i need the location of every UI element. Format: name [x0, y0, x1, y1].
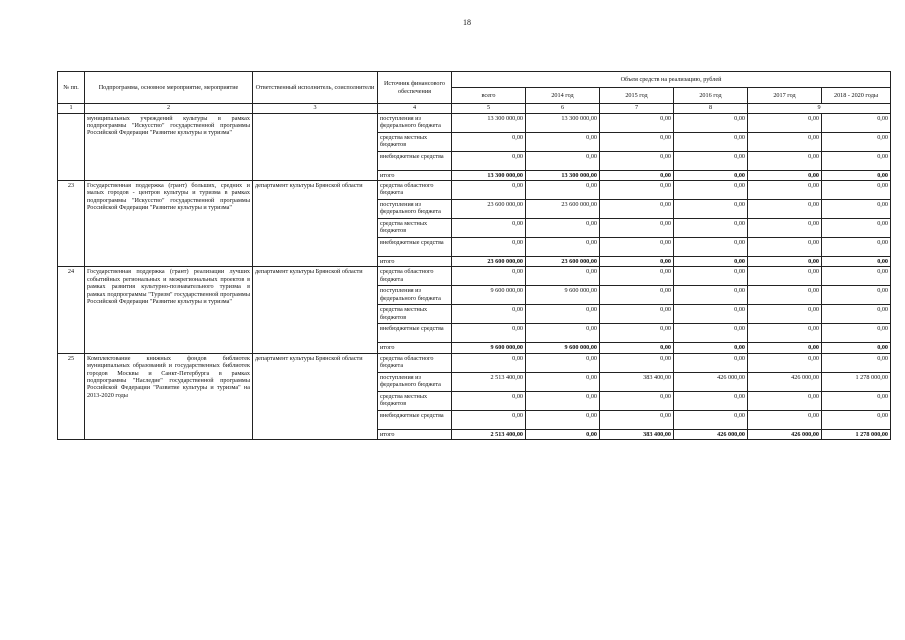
cell-amount: 0,00 — [452, 353, 526, 372]
cell-amount: 0,00 — [526, 391, 600, 410]
cell-amount: 0,00 — [674, 410, 748, 429]
cell-amount: 0,00 — [822, 180, 891, 199]
cell-num: 25 — [58, 353, 85, 439]
cell-amount: 0,00 — [526, 267, 600, 286]
cell-amount: 0,00 — [600, 267, 674, 286]
cell-source: поступления из федерального бюджета — [378, 372, 452, 391]
cell-source: средства областного бюджета — [378, 180, 452, 199]
cell-source: средства местных бюджетов — [378, 218, 452, 237]
cell-amount: 0,00 — [674, 324, 748, 343]
cell-amount: 9 600 000,00 — [526, 343, 600, 353]
header-total: всего — [452, 88, 526, 104]
cell-amount: 0,00 — [452, 391, 526, 410]
cell-amount: 1 278 000,00 — [822, 372, 891, 391]
cell-num — [58, 113, 85, 180]
cell-amount: 0,00 — [822, 305, 891, 324]
cell-amount: 0,00 — [452, 180, 526, 199]
cell-amount: 0,00 — [748, 180, 822, 199]
cell-amount: 0,00 — [674, 132, 748, 151]
cell-amount: 9 600 000,00 — [452, 343, 526, 353]
cell-amount: 13 300 000,00 — [452, 113, 526, 132]
cell-amount: 0,00 — [600, 286, 674, 305]
cell-amount: 23 600 000,00 — [526, 256, 600, 266]
cell-amount: 0,00 — [526, 429, 600, 439]
cell-executor — [253, 113, 378, 180]
cell-amount: 2 513 400,00 — [452, 429, 526, 439]
cell-amount: 0,00 — [748, 170, 822, 180]
cell-amount: 0,00 — [526, 151, 600, 170]
cell-amount: 0,00 — [452, 324, 526, 343]
cell-amount: 0,00 — [600, 170, 674, 180]
header-source: Источник финансового обеспечения — [378, 72, 452, 104]
cell-amount: 0,00 — [600, 113, 674, 132]
cell-amount: 0,00 — [822, 218, 891, 237]
cell-source: итого — [378, 170, 452, 180]
cell-source: поступления из федерального бюджета — [378, 199, 452, 218]
cell-amount: 0,00 — [452, 267, 526, 286]
cell-amount: 0,00 — [600, 151, 674, 170]
cell-program: муниципальных учреждений культуры в рамках подпрограммы "Искусство" государственной программы Российской Федерации "Развитие культуры и туризма" — [85, 113, 253, 180]
cell-executor: департамент культуры Брянской области — [253, 180, 378, 266]
cell-amount: 0,00 — [526, 324, 600, 343]
cell-amount: 13 300 000,00 — [452, 170, 526, 180]
cell-amount: 0,00 — [674, 151, 748, 170]
cell-amount: 13 300 000,00 — [526, 170, 600, 180]
cell-amount: 0,00 — [674, 237, 748, 256]
cell-amount: 0,00 — [748, 151, 822, 170]
cell-amount: 0,00 — [452, 410, 526, 429]
cell-amount: 0,00 — [822, 170, 891, 180]
cell-amount: 0,00 — [600, 132, 674, 151]
header-program: Подпрограмма, основное мероприятие, мероприятие — [85, 72, 253, 104]
header-2015: 2015 год — [600, 88, 674, 104]
cell-amount: 0,00 — [452, 151, 526, 170]
cell-amount: 0,00 — [526, 410, 600, 429]
cell-amount: 0,00 — [526, 237, 600, 256]
cell-amount: 426 000,00 — [748, 372, 822, 391]
cell-source: средства местных бюджетов — [378, 391, 452, 410]
cell-amount: 0,00 — [674, 113, 748, 132]
cell-num: 24 — [58, 267, 85, 353]
cell-amount: 0,00 — [600, 180, 674, 199]
cell-amount: 0,00 — [748, 391, 822, 410]
table-row — [58, 180, 891, 199]
cell-amount: 0,00 — [748, 286, 822, 305]
cell-program: Комплектование книжных фондов библиотек муниципальных образований и государственных библиотек городов Москвы и Санкт-Петербурга в рамках подпрограммы "Наследие" государственной программы Российской Федерации "Развитие культуры и туризма" на 2013-2020 годы — [85, 353, 253, 439]
cell-amount: 0,00 — [674, 391, 748, 410]
column-number-cell: 1 — [58, 104, 85, 114]
header-2014: 2014 год — [526, 88, 600, 104]
cell-num: 23 — [58, 180, 85, 266]
cell-amount: 0,00 — [674, 256, 748, 266]
cell-amount: 0,00 — [600, 353, 674, 372]
cell-amount: 23 600 000,00 — [452, 256, 526, 266]
cell-amount: 0,00 — [748, 237, 822, 256]
cell-source: итого — [378, 429, 452, 439]
cell-source: поступления из федерального бюджета — [378, 113, 452, 132]
column-number-cell: 6 — [526, 104, 600, 114]
header-2017: 2017 год — [748, 88, 822, 104]
cell-amount: 0,00 — [674, 286, 748, 305]
cell-amount: 0,00 — [452, 237, 526, 256]
cell-amount: 0,00 — [822, 267, 891, 286]
budget-table — [57, 71, 891, 440]
cell-amount: 0,00 — [600, 410, 674, 429]
cell-amount: 383 400,00 — [600, 429, 674, 439]
cell-source: итого — [378, 256, 452, 266]
cell-amount: 0,00 — [748, 218, 822, 237]
header-2018-2020: 2018 - 2020 годы — [822, 88, 891, 104]
table-row — [58, 267, 891, 286]
cell-amount: 0,00 — [526, 132, 600, 151]
cell-amount: 0,00 — [748, 410, 822, 429]
cell-amount: 0,00 — [600, 343, 674, 353]
cell-amount: 9 600 000,00 — [526, 286, 600, 305]
cell-source: внебюджетные средства — [378, 151, 452, 170]
cell-amount: 0,00 — [600, 305, 674, 324]
cell-source: средства областного бюджета — [378, 353, 452, 372]
cell-amount: 13 300 000,00 — [526, 113, 600, 132]
cell-amount: 0,00 — [822, 113, 891, 132]
cell-amount: 0,00 — [674, 170, 748, 180]
cell-executor: департамент культуры Брянской области — [253, 267, 378, 353]
cell-amount: 0,00 — [822, 324, 891, 343]
cell-amount: 383 400,00 — [600, 372, 674, 391]
cell-amount: 0,00 — [748, 113, 822, 132]
header-volume: Объем средств на реализацию, рублей — [452, 72, 891, 88]
cell-amount: 0,00 — [748, 305, 822, 324]
cell-amount: 0,00 — [526, 372, 600, 391]
cell-source: итого — [378, 343, 452, 353]
cell-executor: департамент культуры Брянской области — [253, 353, 378, 439]
cell-amount: 0,00 — [526, 218, 600, 237]
cell-amount: 0,00 — [674, 353, 748, 372]
cell-amount: 0,00 — [674, 199, 748, 218]
column-number-cell: 9 — [748, 104, 891, 114]
cell-source: внебюджетные средства — [378, 324, 452, 343]
cell-amount: 0,00 — [748, 132, 822, 151]
cell-amount: 0,00 — [748, 324, 822, 343]
column-number-cell: 4 — [378, 104, 452, 114]
cell-amount: 0,00 — [600, 324, 674, 343]
cell-amount: 0,00 — [452, 132, 526, 151]
cell-amount: 0,00 — [822, 256, 891, 266]
cell-amount: 0,00 — [822, 391, 891, 410]
cell-amount: 0,00 — [526, 180, 600, 199]
column-number-cell: 8 — [674, 104, 748, 114]
table-row — [58, 353, 891, 372]
cell-amount: 0,00 — [674, 305, 748, 324]
column-number-cell: 3 — [253, 104, 378, 114]
cell-amount: 0,00 — [822, 286, 891, 305]
column-number-cell: 2 — [85, 104, 253, 114]
page-number: 18 — [463, 18, 471, 27]
cell-amount: 0,00 — [674, 343, 748, 353]
cell-amount: 426 000,00 — [748, 429, 822, 439]
cell-amount: 2 513 400,00 — [452, 372, 526, 391]
cell-amount: 0,00 — [822, 151, 891, 170]
header-2016: 2016 год — [674, 88, 748, 104]
cell-program: Государственная поддержка (грант) реализации лучших событийных региональных и межрегиональных проектов в рамках развития культурно-познавательного туризма в рамках подпрограммы "Туризм" государственной программы Российской Федерации "Развитие культуры и туризма" — [85, 267, 253, 353]
cell-source: средства местных бюджетов — [378, 305, 452, 324]
cell-amount: 0,00 — [822, 353, 891, 372]
cell-amount: 0,00 — [600, 391, 674, 410]
cell-amount: 23 600 000,00 — [526, 199, 600, 218]
cell-amount: 0,00 — [822, 132, 891, 151]
cell-source: поступления из федерального бюджета — [378, 286, 452, 305]
cell-amount: 0,00 — [526, 353, 600, 372]
header-executor: Ответственный исполнитель, соисполнители — [253, 72, 378, 104]
cell-amount: 0,00 — [452, 218, 526, 237]
cell-amount: 0,00 — [526, 305, 600, 324]
cell-amount: 0,00 — [600, 218, 674, 237]
cell-amount: 0,00 — [748, 267, 822, 286]
cell-amount: 1 278 000,00 — [822, 429, 891, 439]
cell-source: средства местных бюджетов — [378, 132, 452, 151]
cell-amount: 0,00 — [674, 180, 748, 199]
cell-amount: 0,00 — [748, 199, 822, 218]
cell-source: внебюджетные средства — [378, 410, 452, 429]
column-number-cell: 5 — [452, 104, 526, 114]
cell-amount: 0,00 — [674, 218, 748, 237]
cell-source: внебюджетные средства — [378, 237, 452, 256]
cell-amount: 0,00 — [600, 237, 674, 256]
cell-amount: 0,00 — [748, 256, 822, 266]
cell-amount: 9 600 000,00 — [452, 286, 526, 305]
cell-amount: 426 000,00 — [674, 429, 748, 439]
cell-program: Государственная поддержка (грант) больших, средних и малых городов - центров культуры и туризма в рамках подпрограммы "Искусство" государственной программы Российской Федерации "Развитие культуры и туризма" — [85, 180, 253, 266]
cell-amount: 23 600 000,00 — [452, 199, 526, 218]
cell-amount: 0,00 — [822, 199, 891, 218]
cell-amount: 0,00 — [822, 410, 891, 429]
table-row — [58, 113, 891, 132]
cell-amount: 0,00 — [748, 343, 822, 353]
cell-amount: 0,00 — [822, 237, 891, 256]
cell-amount: 0,00 — [600, 256, 674, 266]
cell-amount: 0,00 — [822, 343, 891, 353]
cell-source: средства областного бюджета — [378, 267, 452, 286]
cell-amount: 0,00 — [600, 199, 674, 218]
header-num: № пп. — [58, 72, 85, 104]
cell-amount: 0,00 — [674, 267, 748, 286]
cell-amount: 426 000,00 — [674, 372, 748, 391]
cell-amount: 0,00 — [748, 353, 822, 372]
column-number-cell: 7 — [600, 104, 674, 114]
column-number-row — [58, 104, 891, 114]
cell-amount: 0,00 — [452, 305, 526, 324]
